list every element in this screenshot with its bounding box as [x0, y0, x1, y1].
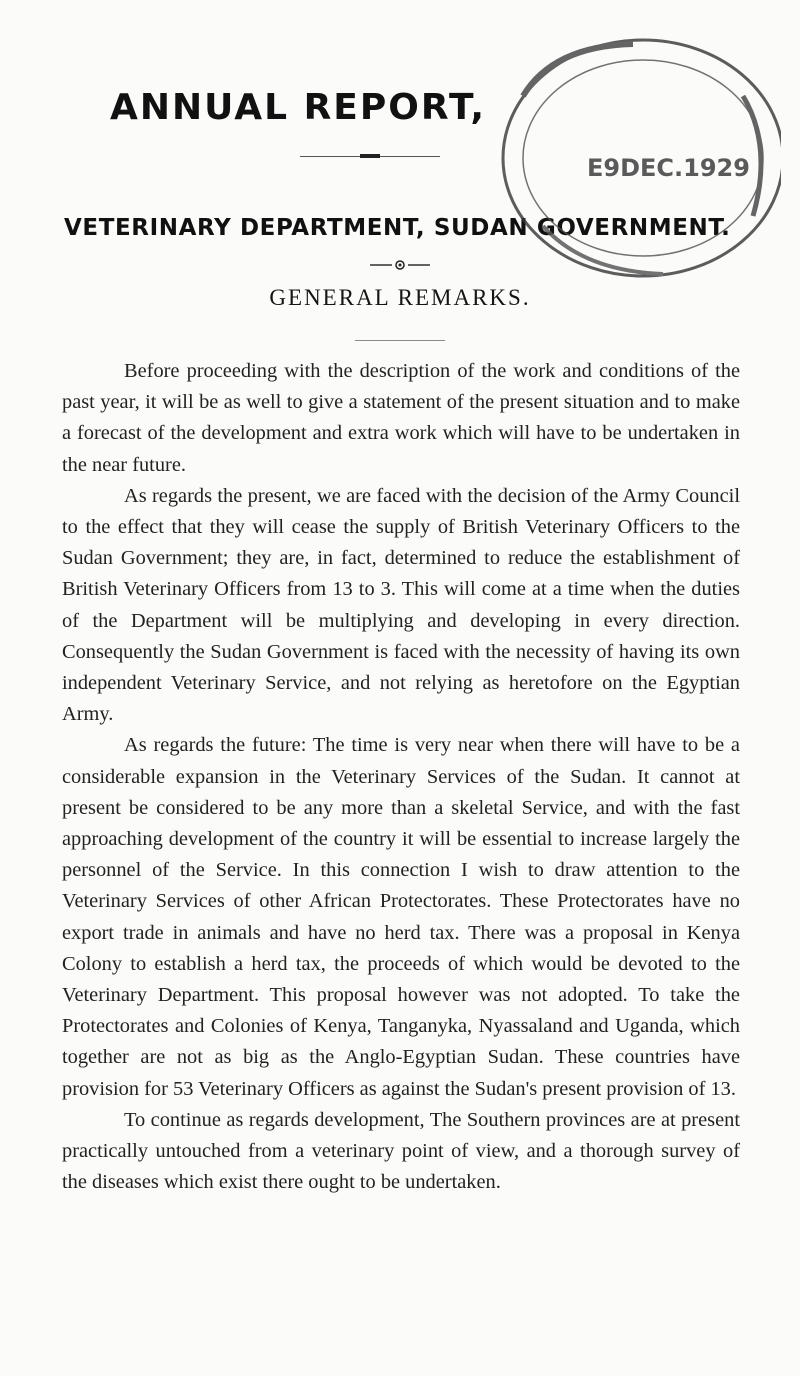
ornament-icon [370, 258, 430, 272]
library-stamp [483, 36, 781, 326]
paragraph-development: To continue as regards development, The Southern provinces are at present practically untouched from a veterinary point of view, and a thorough survey of the diseases which exist there ought to be undertaken. [62, 1108, 740, 1194]
title-divider [300, 156, 440, 157]
heading-divider [355, 340, 445, 341]
paragraph-future: As regards the future: The time is very near when there will have to be a considerable expansion in the Veterinary Services of the Sudan. It cannot at present be considered to be any more than a skeletal Service, and with the fast approaching development of the country it will be essential to increase largely the personnel of the Service. In this connection I wish to draw attention to the Veterinary Services of other African Protectorates. These Protectorates have no export trade in animals and have no herd tax. There was a proposal in Kenya Colony to establish a herd tax, the proceeds of which would be devoted to the Veterinary Department. This proposal however was not adopted. To take the Protectorates and Colonies of Kenya, Tanganyka, Nyassaland and Uganda, which together are not as big as the Anglo-Egyptian Sudan. These countries have provision for 53 Veterinary Officers as against the Sudan's present provision of 13. [62, 734, 740, 1100]
paragraph-introduction: Before proceeding with the description of the work and conditions of the past year, it will be as well to give a statement of the present situation and to make a forecast of the development and extra work which will have to be undertaken in the near future. [62, 360, 740, 476]
report-body [62, 356, 740, 1198]
report-title: ANNUAL REPORT, [110, 87, 487, 128]
divider-ornament [360, 154, 380, 158]
department-subtitle: VETERINARY DEPARTMENT, SUDAN GOVERNMENT. [64, 215, 731, 241]
section-heading: GENERAL REMARKS. [269, 285, 531, 310]
stamp-date: E9DEC.1929 [587, 154, 750, 182]
paragraph-present: As regards the present, we are faced with the decision of the Army Council to the effect that they will cease the supply of British Veterinary Officers to the Sudan Government; they are, in fact, determined to reduce the establishment of British Veterinary Officers from 13 to 3. This will come at a time when the duties of the Department will be multiplying and developing in every direction. Consequently the Sudan Government is faced with the necessity of having its own independent Veterinary Service, and not relying as heretofore on the Egyptian Army. [62, 484, 740, 726]
